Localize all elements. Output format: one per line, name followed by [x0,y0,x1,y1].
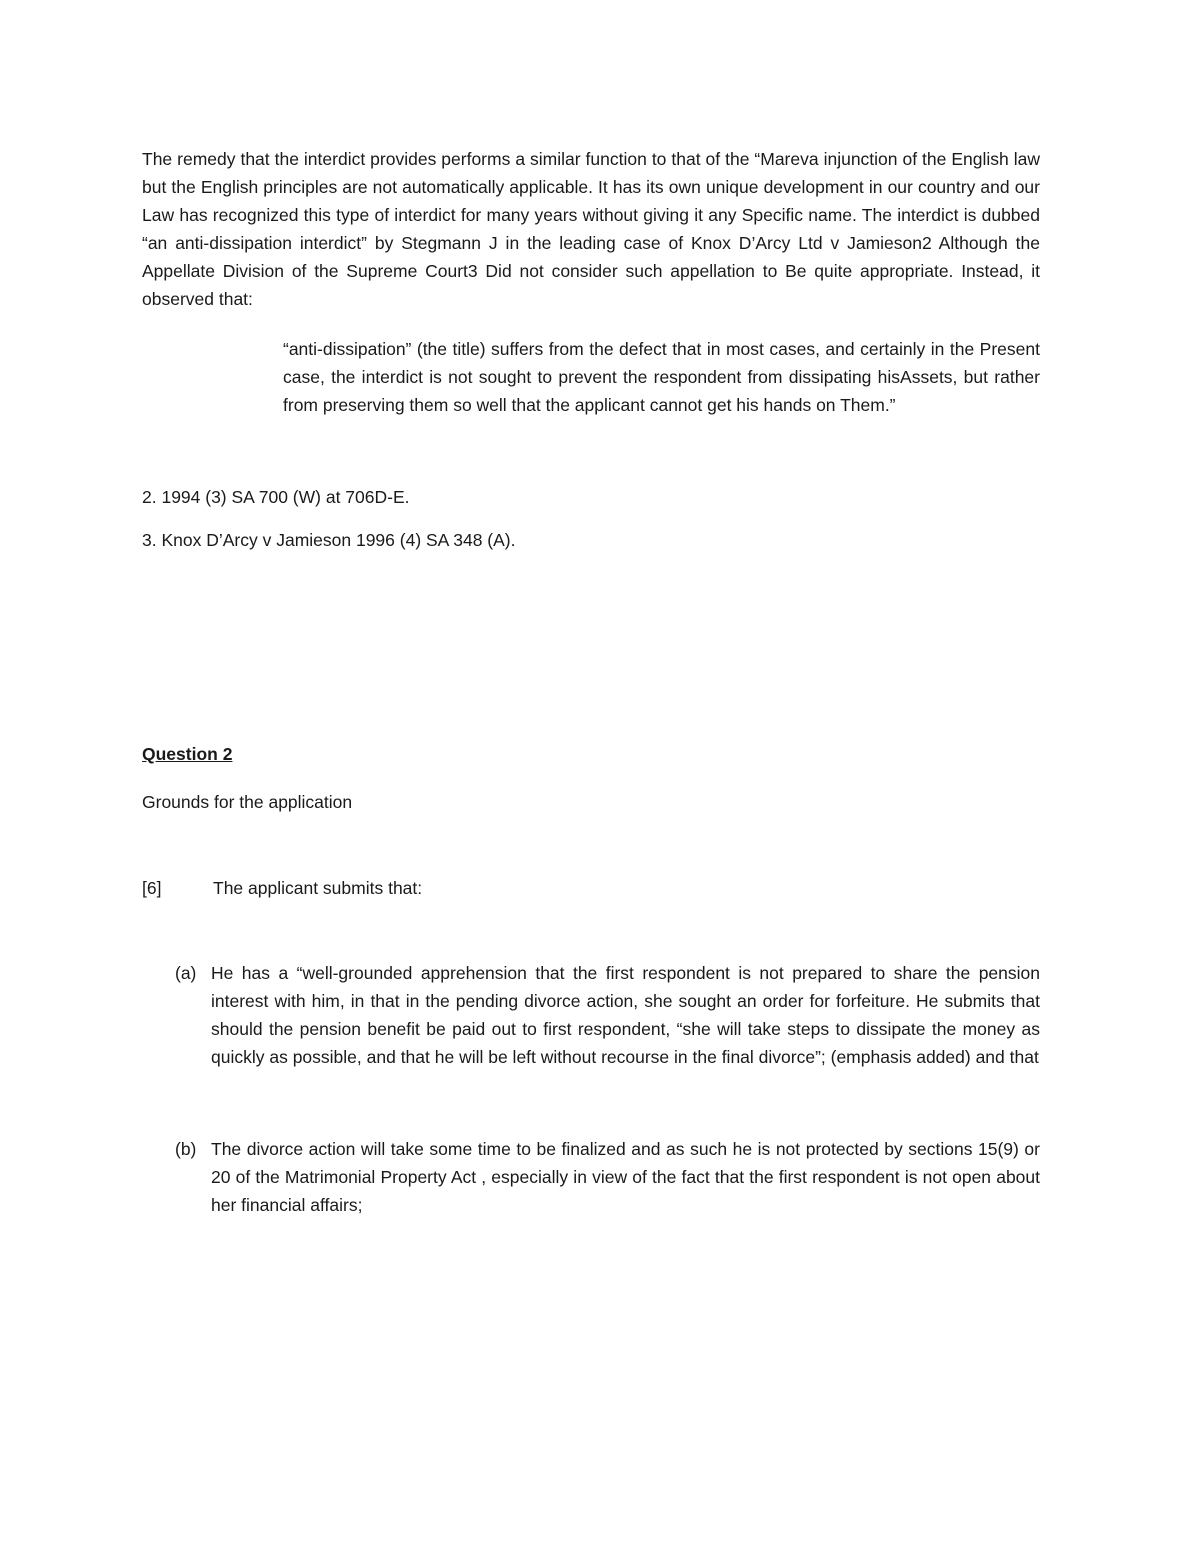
grounds-subheading: Grounds for the application [142,792,353,812]
question-2-heading: Question 2 [142,744,233,764]
quote-paragraph: “anti-dissipation” (the title) suffers from the defect that in most cases, and certainly in the Present case, the interdict is not sought to prevent the respondent from dissipating hisAssets, but rather from preserving them so well that the applicant cannot get his hands on Them.” [283,339,1040,415]
paragraph-6-text: The applicant submits that: [213,878,423,898]
paragraph-6 [142,874,1040,902]
item-a-label: (a) [175,963,197,983]
list-item-b [175,1135,1040,1219]
footnote-3: 3. Knox D’Arcy v Jamieson 1996 (4) SA 348 (A). [142,530,516,550]
item-b-text: The divorce action will take some time to be finalized and as such he is not protected by sections 15(9) or 20 of the Matrimonial Property Act , especially in view of the fact that the first respondent is not open about her financial affairs; [211,1139,1040,1215]
list-item-a [175,959,1040,1071]
intro-paragraph: The remedy that the interdict provides performs a similar function to that of the “Mareva injunction of the English law but the English principles are not automatically applicable. It has its own unique development in our country and our Law has recognized this type of interdict for many years without giving it any Specific name. The interdict is dubbed “an anti-dissipation interdict” by Stegmann J in the leading case of Knox D’Arcy Ltd v Jamieson2 Although the Appellate Division of the Supreme Court3 Did not consider such appellation to Be quite appropriate. Instead, it observed that: [142,149,1040,309]
item-a-text: He has a “well-grounded apprehension that the first respondent is not prepared to share the pension interest with him, in that in the pending divorce action, she sought an order for forfeiture. He submits that should the pension benefit be paid out to first respondent, “she will take steps to dissipate the money as quickly as possible, and that he will be left without recourse in the final divorce”; (emphasis added) and that [211,963,1040,1067]
footnote-2: 2. 1994 (3) SA 700 (W) at 706D-E. [142,487,410,507]
paragraph-6-number: [6] [142,878,162,898]
item-b-label: (b) [175,1139,197,1159]
